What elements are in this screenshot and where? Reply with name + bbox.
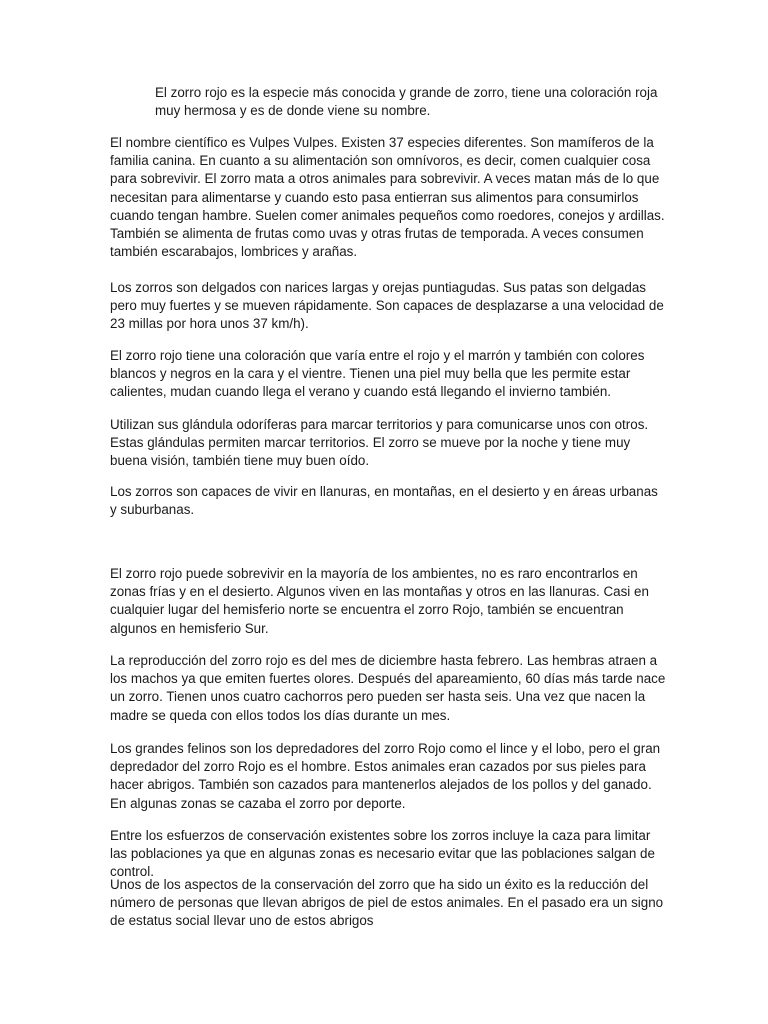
paragraph-predators: Los grandes felinos son los depredadores del zorro Rojo como el lince y el lobo, pero el gran depredador del zorro Rojo es el hombre. Estos animales eran cazados por sus pieles para hacer abrigos. También son cazados para mantenerlos alejados de los pollos y del ganado. En algunas zonas se cazaba el zorro por deporte. [110, 741, 661, 811]
paragraph-coloration: El zorro rojo tiene una coloración que varía entre el rojo y el marrón y también con colores blancos y negros en la cara y el vientre. Tienen una piel muy bella que les permite estar calientes, mudan cuando llega el verano y cuando está llegando el invierno también. [110, 348, 645, 400]
paragraph-intro: El zorro rojo es la especie más conocida y grande de zorro, tiene una coloración roja muy hermosa y es de donde viene su nombre. [155, 85, 658, 119]
paragraph-conservation-success: Unos de los aspectos de la conservación del zorro que ha sido un éxito es la reducción del número de personas que llevan abrigos de piel de estos animales. En el pasado era un signo de estatus social llevar uno de estos abrigos [110, 877, 664, 929]
paragraph-glands: Utilizan sus glándula odoríferas para marcar territorios y para comunicarse unos con otros. Estas glándulas permiten marcar territorios. El zorro se mueve por la noche y tiene muy buena visión, también tiene muy buen oído. [110, 417, 649, 469]
paragraph-survival: El zorro rojo puede sobrevivir en la mayoría de los ambientes, no es raro encontrarlos en zonas frías y en el desierto. Algunos viven en las montañas y otros en las llanuras. Casi en cualquier lugar del hemisferio norte se encuentra el zorro Rojo, también se encuentran algunos en hemisferio Sur. [110, 566, 649, 636]
paragraph-reproduction: La reproducción del zorro rojo es del mes de diciembre hasta febrero. Las hembras atraen a los machos ya que emiten fuertes olores. Después del apareamiento, 60 días más tarde nace un zorro. Tienen unos cuatro cachorros pero pueden ser hasta seis. Una vez que nacen la madre se queda con ellos todos los días durante un mes. [110, 653, 666, 723]
paragraph-conservation-efforts: Entre los esfuerzos de conservación existentes sobre los zorros incluye la caza para limitar las poblaciones ya que en algunas zonas es necesario evitar que las poblaciones salgan de control. [110, 828, 655, 880]
paragraph-habitats: Los zorros son capaces de vivir en llanuras, en montañas, en el desierto y en áreas urbanas y suburbanas. [110, 484, 658, 518]
paragraph-scientific-name: El nombre científico es Vulpes Vulpes. Existen 37 especies diferentes. Son mamíferos de la familia canina. En cuanto a su alimentación son omnívoros, es decir, comen cualquier cosa para sobrevivir. El zorro mata a otros animales para sobrevivir. A veces matan más de lo que necesitan para alimentarse y cuando esto pasa entierran sus alimentos para consumirlos cuando tengan hambre. Suelen comer animales pequeños como roedores, conejos y ardillas. También se alimenta de frutas como uvas y otras frutas de temporada. A veces consumen también escarabajos, lombrices y arañas. [110, 135, 665, 260]
paragraph-physical-traits: Los zorros son delgados con narices largas y orejas puntiagudas. Sus patas son delgadas pero muy fuertes y se mueven rápidamente. Son capaces de desplazarse a una velocidad de 23 millas por hora unos 37 km/h). [110, 280, 664, 332]
